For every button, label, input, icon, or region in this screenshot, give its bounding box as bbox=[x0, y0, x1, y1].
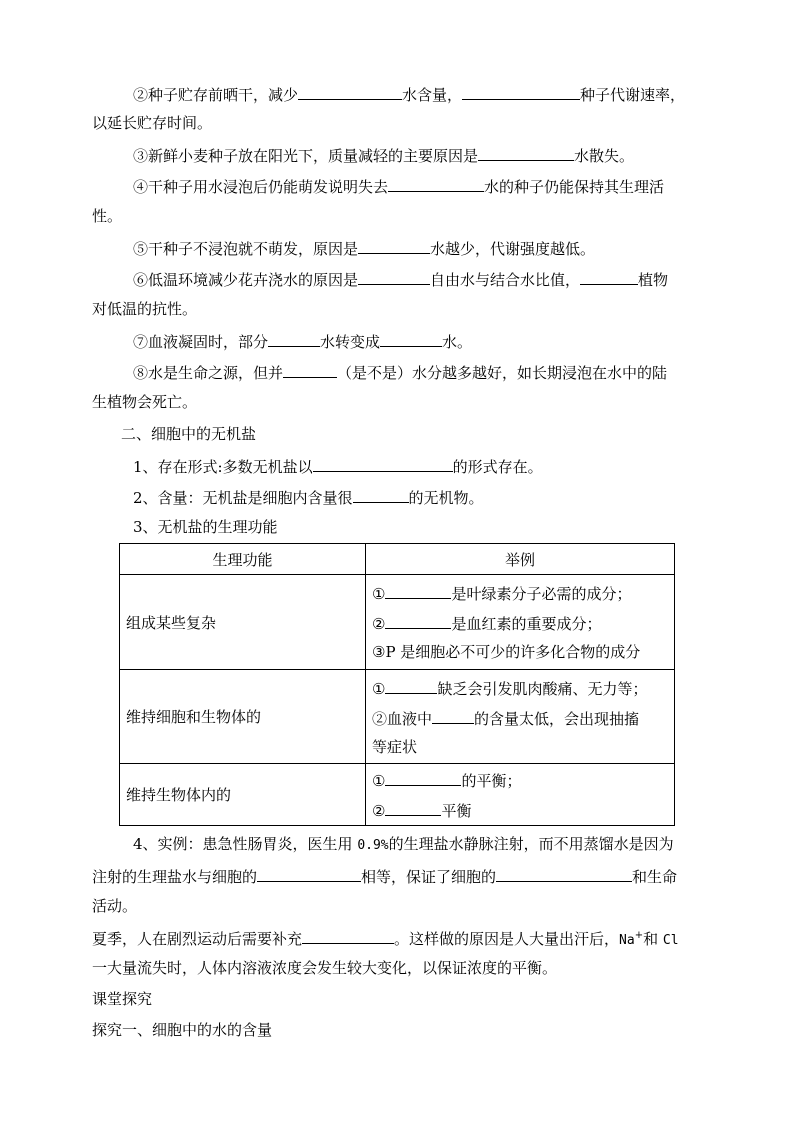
summer-paragraph: 夏季，人在剧烈运动后需要补充 。这样做的原因是人大量出汗后，Na+和 Cl bbox=[92, 927, 679, 951]
blank[interactable] bbox=[298, 83, 402, 100]
blank[interactable] bbox=[478, 144, 574, 161]
function-cell: 组成某些复杂 bbox=[120, 575, 366, 670]
blank[interactable] bbox=[580, 268, 638, 285]
salt-item-3: 3、无机盐的生理功能 bbox=[133, 518, 278, 536]
blank[interactable] bbox=[302, 927, 394, 944]
blank[interactable] bbox=[380, 330, 442, 347]
example-line: ① 的平衡； bbox=[372, 765, 668, 795]
salt-item-1: 1、存在形式:多数无机盐以 的形式存在。 bbox=[133, 455, 543, 477]
table-header-row bbox=[120, 544, 675, 575]
blank[interactable] bbox=[432, 707, 474, 724]
blank[interactable] bbox=[385, 677, 437, 694]
water-item-2: ②种子贮存前晒干，减少 水含量， 种子代谢速率， bbox=[133, 83, 685, 105]
table-row bbox=[120, 670, 675, 764]
water-item-6-cont: 对低温的抗性。 bbox=[92, 300, 198, 318]
water-item-6: ⑥低温环境减少花卉浇水的原因是 自由水与结合水比值， 植物 bbox=[133, 268, 668, 290]
classroom-heading: 课堂探究 bbox=[92, 990, 153, 1008]
blank[interactable] bbox=[358, 268, 430, 285]
blank[interactable] bbox=[257, 865, 361, 882]
example-cell bbox=[366, 764, 675, 826]
water-item-5: ⑤干种子不浸泡就不萌发，原因是 水越少，代谢强度越低。 bbox=[133, 237, 595, 259]
blank[interactable] bbox=[283, 361, 337, 378]
inquiry-heading: 探究一、细胞中的水的含量 bbox=[92, 1021, 273, 1039]
table-row bbox=[120, 575, 675, 670]
table-header: 举例 bbox=[366, 544, 675, 575]
water-item-4-cont: 性。 bbox=[92, 207, 123, 225]
example-line: ② 平衡 bbox=[372, 795, 668, 825]
example-cell bbox=[366, 670, 675, 764]
blank[interactable] bbox=[353, 486, 409, 503]
blank[interactable] bbox=[462, 83, 580, 100]
blank[interactable] bbox=[385, 612, 451, 629]
example-line: ① 缺乏会引发肌肉酸痛、无力等； bbox=[372, 673, 668, 703]
salt-item-2: 2、含量：无机盐是细胞内含量很 的无机物。 bbox=[133, 486, 484, 508]
blank[interactable] bbox=[313, 455, 453, 472]
function-cell: 维持生物体内的 bbox=[120, 764, 366, 826]
example-line: 等症状 bbox=[372, 737, 418, 756]
section-heading: 二、细胞中的无机盐 bbox=[121, 425, 257, 443]
example-line: ③P 是细胞必不可少的许多化合物的成分 bbox=[372, 643, 641, 661]
blank[interactable] bbox=[358, 237, 430, 254]
example-item-4-line2: 注射的生理盐水与细胞的 相等，保证了细胞的 和生命 bbox=[92, 865, 677, 887]
water-item-4: ④干种子用水浸泡后仍能萌发说明失去 水的种子仍能保持其生理活 bbox=[133, 175, 664, 197]
function-cell: 维持细胞和生物体的 bbox=[120, 670, 366, 764]
example-line: ② 是血红素的重要成分； bbox=[372, 608, 668, 638]
example-cell bbox=[366, 575, 675, 670]
table-header: 生理功能 bbox=[120, 544, 366, 575]
summer-paragraph-line2: 一大量流失时，人体内溶液浓度会发生较大变化，以保证浓度的平衡。 bbox=[92, 959, 558, 977]
example-line: ① 是叶绿素分子必需的成分； bbox=[372, 578, 668, 608]
water-item-3: ③新鲜小麦种子放在阳光下，质量减轻的主要原因是 水散失。 bbox=[133, 144, 634, 166]
example-line: ②血液中 的含量太低，会出现抽搐 bbox=[372, 703, 668, 733]
table-row bbox=[120, 764, 675, 826]
blank[interactable] bbox=[496, 865, 632, 882]
blank[interactable] bbox=[268, 330, 320, 347]
function-table bbox=[119, 543, 675, 826]
blank[interactable] bbox=[385, 769, 461, 786]
example-item-4-line3: 活动。 bbox=[92, 897, 138, 915]
water-item-8: ⑧水是生命之源，但并 （是不是）水分越多越好，如长期浸泡在水中的陆 bbox=[133, 361, 667, 383]
example-item-4: 4、实例：患急性肠胃炎，医生用 0.9%的生理盐水静脉注射，而不用蒸馏水是因为 bbox=[133, 835, 674, 853]
blank[interactable] bbox=[388, 175, 484, 192]
blank[interactable] bbox=[385, 582, 451, 599]
water-item-7: ⑦血液凝固时，部分 水转变成 水。 bbox=[133, 330, 472, 352]
blank[interactable] bbox=[385, 799, 441, 816]
water-item-2-cont: 以延长贮存时间。 bbox=[92, 114, 213, 132]
water-item-8-cont: 生植物会死亡。 bbox=[92, 393, 198, 411]
